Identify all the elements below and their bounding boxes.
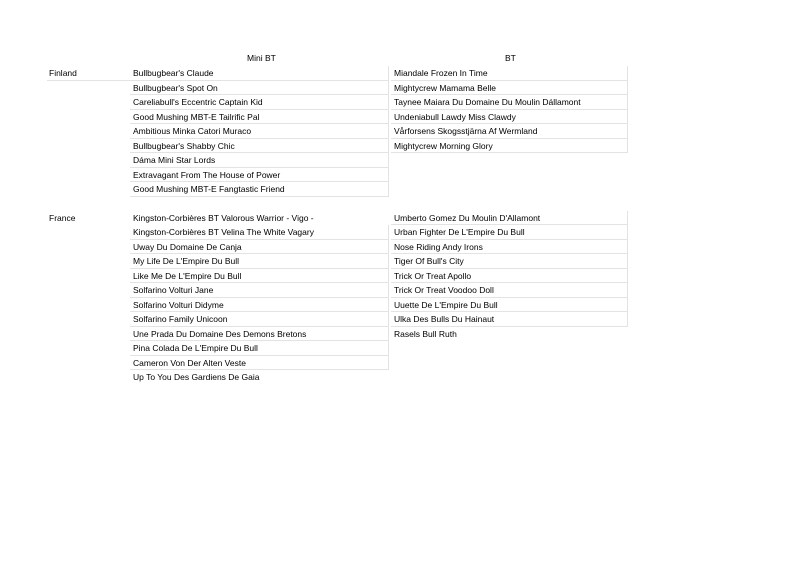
mini-bt-entry: Bullbugbear's Claude	[130, 66, 389, 81]
mini-bt-entry: Solfarino Volturi Didyme	[130, 298, 389, 313]
mini-bt-entry: Bullbugbear's Shabby Chic	[130, 139, 389, 154]
bt-entry: Trick Or Treat Apollo	[391, 269, 628, 284]
mini-bt-entry: Kingston-Corbières BT Velina The White Vagary	[130, 225, 389, 240]
bt-entry: Trick Or Treat Voodoo Doll	[391, 283, 628, 298]
bt-entry: Urban Fighter De L'Empire Du Bull	[391, 225, 628, 240]
mini-bt-entry: Up To You Des Gardiens De Gaia	[133, 372, 260, 382]
bt-entry: Ulka Des Bulls Du Hainaut	[391, 312, 628, 327]
mini-bt-entry: Extravagant From The House of Power	[130, 168, 389, 183]
mini-bt-entry: Kingston-Corbières BT Valorous Warrior - Vigo -	[133, 212, 314, 223]
mini-bt-entry: Une Prada Du Domaine Des Demons Bretons	[130, 327, 389, 342]
bt-entry: Miandale Frozen In Time	[391, 66, 628, 81]
bt-entry: Nose Riding Andy Irons	[391, 240, 628, 255]
mini-bt-entry: Cameron Von Der Alten Veste	[130, 356, 389, 371]
mini-bt-entry: Bullbugbear's Spot On	[130, 81, 389, 96]
bt-entry: Rasels Bull Ruth	[394, 328, 457, 339]
mini-bt-entry: Dáma Mini Star Lords	[130, 153, 389, 168]
bt-entry: Mightycrew Morning Glory	[391, 139, 628, 154]
mini-bt-entry: Pina Colada De L'Empire Du Bull	[130, 341, 389, 356]
mini-bt-entry: Like Me De L'Empire Du Bull	[130, 269, 389, 284]
header-mini-bt: Mini BT	[247, 53, 276, 63]
mini-bt-entry: Good Mushing MBT-E Fangtastic Friend	[130, 182, 389, 197]
bt-entry: Mightycrew Mamama Belle	[391, 81, 628, 96]
mini-bt-entry: Ambitious Minka Catori Muraco	[130, 124, 389, 139]
bt-entry: Umberto Gomez Du Moulin D'Allamont	[391, 211, 628, 226]
mini-bt-entry: Careliabull's Eccentric Captain Kid	[130, 95, 389, 110]
header-bt: BT	[505, 53, 516, 63]
bt-entry: Taynee Maiara Du Domaine Du Moulin Dállamont	[391, 95, 628, 110]
bt-entry: Undeniabull Lawdy Miss Clawdy	[391, 110, 628, 125]
bt-entry: Uuette De L'Empire Du Bull	[391, 298, 628, 313]
bt-entry: Tiger Of Bull's City	[391, 254, 628, 269]
country-label: France	[49, 212, 76, 223]
bt-entry: Vårforsens Skogsstjärna Af Wermland	[391, 124, 628, 139]
country-label: Finland	[49, 68, 77, 78]
mini-bt-entry: My Life De L'Empire Du Bull	[130, 254, 389, 269]
mini-bt-entry: Uway Du Domaine De Canja	[130, 240, 389, 255]
mini-bt-entry: Solfarino Volturi Jane	[130, 283, 389, 298]
mini-bt-entry: Solfarino Family Unicoon	[130, 312, 389, 327]
mini-bt-entry: Good Mushing MBT-E Tailrific Pal	[130, 110, 389, 125]
